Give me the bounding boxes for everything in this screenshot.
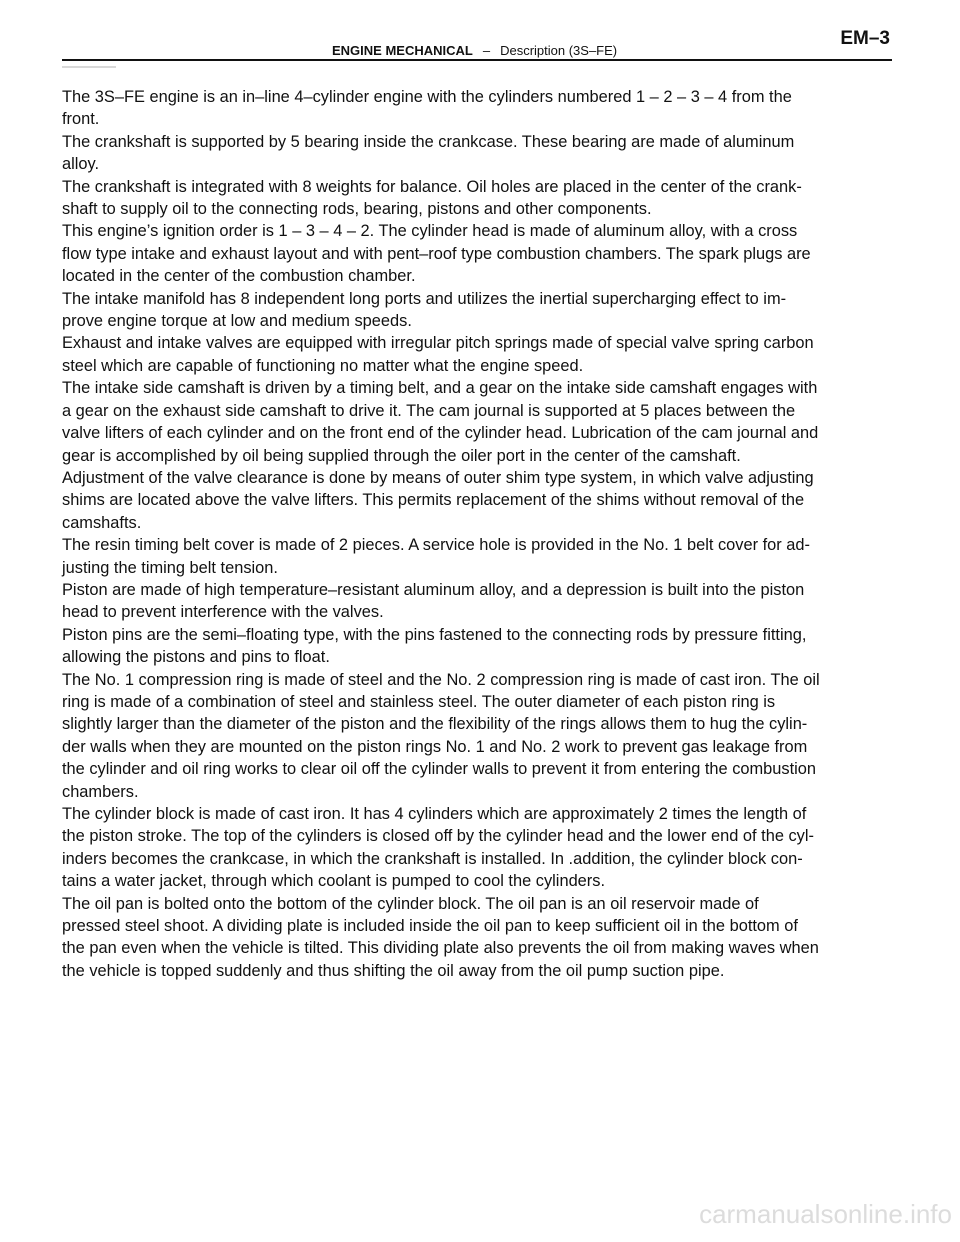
page-id: EM–3 xyxy=(840,28,890,49)
header-mark xyxy=(62,66,116,68)
text-line: allowing the pistons and pins to float. xyxy=(62,648,330,667)
text-line: justing the timing belt tension. xyxy=(62,558,278,577)
text-line: slightly larger than the diameter of the piston and the flexibility of the rings allows them to hug the cylin- xyxy=(62,715,808,734)
text-line: tains a water jacket, through which coolant is pumped to cool the cylinders. xyxy=(62,872,606,891)
text-line: Exhaust and intake valves are equipped with irregular pitch springs made of special valve spring carbon xyxy=(62,334,814,353)
text-line: The resin timing belt cover is made of 2 pieces. A service hole is provided in the No. 1 belt cover for ad- xyxy=(62,536,810,555)
text-line: der walls when they are mounted on the piston rings No. 1 and No. 2 work to prevent gas leakage from xyxy=(62,737,808,756)
page-header xyxy=(62,22,892,62)
text-line: The oil pan is bolted onto the bottom of the cylinder block. The oil pan is an oil reservoir made of xyxy=(62,894,759,913)
text-line: The No. 1 compression ring is made of steel and the No. 2 compression ring is made of cast iron. The oil xyxy=(62,670,820,689)
text-line: chambers. xyxy=(62,782,139,801)
text-line: The intake manifold has 8 independent long ports and utilizes the inertial supercharging effect to im- xyxy=(62,289,787,308)
text-line: The crankshaft is integrated with 8 weights for balance. Oil holes are placed in the center of the crank- xyxy=(62,177,802,196)
watermark: carmanualsonline.info xyxy=(699,1199,952,1229)
text-line: gear is accomplished by oil being supplied through the oiler port in the center of the camshaft. xyxy=(62,446,741,465)
text-line: the cylinder and oil ring works to clear oil off the cylinder walls to prevent it from entering the combustion xyxy=(62,760,817,779)
text-line: the vehicle is topped suddenly and thus shifting the oil away from the oil pump suction pipe. xyxy=(62,961,725,980)
header-rule xyxy=(62,59,892,61)
header-separator: – xyxy=(482,43,491,58)
text-line: flow type intake and exhaust layout and with pent–roof type combustion chambers. The spark plugs are xyxy=(62,244,811,263)
text-line: camshafts. xyxy=(62,513,142,532)
text-line: head to prevent interference with the valves. xyxy=(62,603,384,622)
text-line: located in the center of the combustion chamber. xyxy=(62,267,416,286)
body-text xyxy=(62,86,874,982)
text-line: inders becomes the crankcase, in which the crankshaft is installed. In .addition, the cylinder block con- xyxy=(62,849,803,868)
header-title xyxy=(332,43,617,58)
text-line: the pan even when the vehicle is tilted. This dividing plate also prevents the oil from making waves when xyxy=(62,939,819,958)
text-line: alloy. xyxy=(62,155,100,174)
text-line: The crankshaft is supported by 5 bearing inside the crankcase. These bearing are made of aluminum xyxy=(62,132,795,151)
text-line: prove engine torque at low and medium speeds. xyxy=(62,312,412,331)
text-line: front. xyxy=(62,110,100,129)
text-line: a gear on the exhaust side camshaft to drive it. The cam journal is supported at 5 places between the xyxy=(62,401,796,420)
text-line: The 3S–FE engine is an in–line 4–cylinder engine with the cylinders numbered 1 – 2 – 3 – 4 from the xyxy=(62,88,792,106)
header-subsection: Description (3S–FE) xyxy=(500,43,618,58)
text-line: shaft to supply oil to the connecting rods, bearing, pistons and other components. xyxy=(62,200,652,219)
text-line: valve lifters of each cylinder and on the front end of the cylinder head. Lubrication of the cam journal and xyxy=(62,424,819,443)
text-line: This engine’s ignition order is 1 – 3 – 4 – 2. The cylinder head is made of aluminum alloy, with a cross xyxy=(62,222,798,241)
text-line: Piston are made of high temperature–resistant aluminum alloy, and a depression is built into the piston xyxy=(62,580,805,599)
text-line: the piston stroke. The top of the cylinders is closed off by the cylinder head and the lower end of the cyl- xyxy=(62,827,814,846)
text-line: Adjustment of the valve clearance is done by means of outer shim type system, in which valve adjusting xyxy=(62,468,814,487)
text-line: Piston pins are the semi–floating type, with the pins fastened to the connecting rods by pressure fitting, xyxy=(62,625,807,644)
text-line: pressed steel shoot. A dividing plate is included inside the oil pan to keep sufficient oil in the bottom of xyxy=(62,917,798,936)
text-line: shims are located above the valve lifters. This permits replacement of the shims without removal of the xyxy=(62,491,805,510)
text-line: ring is made of a combination of steel and stainless steel. The outer diameter of each piston ring is xyxy=(62,692,776,711)
header-section: ENGINE MECHANICAL xyxy=(332,43,473,58)
text-line: steel which are capable of functioning no matter what the engine speed. xyxy=(62,356,584,375)
text-line: The intake side camshaft is driven by a timing belt, and a gear on the intake side camshaft engages with xyxy=(62,379,818,398)
text-line: The cylinder block is made of cast iron. It has 4 cylinders which are approximately 2 times the length of xyxy=(62,805,807,823)
